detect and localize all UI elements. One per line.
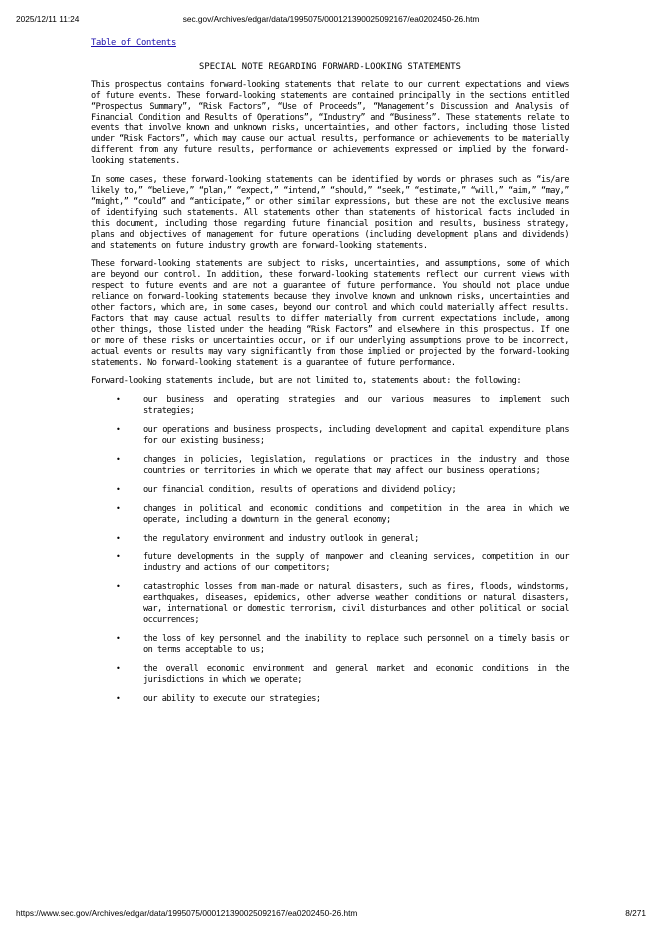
page-number: 8/271	[625, 908, 646, 918]
paragraph-intro: This prospectus contains forward-looking statements that relate to our current expectations and views of future events. These forward-looking statements are contained principally in the sections entitled “Prospectus Summary”, “Risk Factors”, “Use of Proceeds”, “Management’s Discussion and Analysis of Financial Condition and Results of Operations”, “Industry” and “Business”. These statements relate to events that involve known and unknown risks, uncertainties, and other factors, including those listed under “Risk Factors”, which may cause our actual results, performance or achievements to be materially different from any future results, performance or achievements expressed or implied by the forward-looking statements.	[91, 79, 569, 167]
bullet-icon: •	[116, 455, 121, 464]
bullet-icon: •	[116, 395, 121, 405]
list-item-text: changes in political and economic conditions and competition in the area in which we operate, including a downturn in the general economy;	[143, 503, 569, 525]
print-header	[16, 14, 646, 26]
list-item-text: our ability to execute our strategies;	[143, 693, 321, 704]
bullet-icon: •	[116, 503, 121, 513]
bullet-icon: •	[116, 425, 121, 435]
list-item	[91, 694, 569, 705]
table-of-contents-link[interactable]: Table of Contents	[91, 38, 176, 48]
list-item	[91, 455, 569, 477]
bullet-icon: •	[116, 663, 121, 673]
list-item-text: future developments in the supply of manpower and cleaning services, competition in our industry and actions of our competitors;	[143, 552, 569, 574]
list-item	[91, 425, 569, 447]
print-header-url: sec.gov/Archives/edgar/data/1995075/000121390025092167/ea0202450-26.htm	[182, 14, 480, 24]
print-footer-url: https://www.sec.gov/Archives/edgar/data/1995075/000121390025092167/ea0202450-26.htm	[16, 908, 358, 918]
list-item	[91, 582, 569, 626]
bullet-icon: •	[116, 582, 121, 592]
paragraph-risks: These forward-looking statements are subject to risks, uncertainties, and assumptions, some of which are beyond our control. In addition, these forward-looking statements reflect our current views with respect to future events and are not a guarantee of future performance. You should not place undue reliance on forward-looking statements because they involve known and unknown risks, uncertainties and other factors, which are, in some cases, beyond our control and which could materially affect results. Factors that may cause actual results to differ materially from current expectations include, among other things, those listed under the heading “Risk Factors” and elsewhere in this prospectus. If one or more of these risks or uncertainties occur, or if our underlying assumptions prove to be incorrect, actual events or results may vary significantly from those implied or projected by the forward-looking statements. No forward-looking statement is a guarantee of future performance.	[91, 259, 569, 368]
forward-looking-list	[91, 395, 569, 704]
print-datetime: 2025/12/11 11:24	[16, 14, 80, 24]
bullet-icon: •	[116, 633, 121, 643]
list-item	[91, 634, 569, 656]
list-item-text: our business and operating strategies and our various measures to implement such strategies;	[143, 395, 569, 417]
list-item-text: changes in policies, legislation, regulations or practices in the industry and those countries or territories in which we operate that may affect our business operations;	[143, 455, 569, 476]
list-item-text: the loss of key personnel and the inability to replace such personnel on a timely basis or on terms acceptable to us;	[143, 633, 569, 655]
bullet-icon: •	[116, 552, 121, 562]
paragraph-identification: In some cases, these forward-looking statements can be identified by words or phrases such as “is/are likely to,” “believe,” “plan,” “expect,” “intend,” “should,” “seek,” “estimate,” “will,” “aim,” “may,” “might,” “could” and “anticipate,” or other similar expressions, but these are not the exclusive means of identifying such statements. All statements other than statements of historical facts included in this document, including those regarding future financial position and results, business strategy, plans and objectives of management for future operations (including development plans and dividends) and statements on future industry growth are forward-looking statements.	[91, 175, 569, 251]
list-item	[91, 395, 569, 417]
list-item	[91, 552, 569, 574]
list-item-text: the overall economic environment and general market and economic conditions in the jurisdictions in which we operate;	[143, 663, 569, 685]
list-item	[91, 664, 569, 686]
list-item	[91, 485, 569, 496]
list-item-text: the regulatory environment and industry outlook in general;	[143, 533, 419, 544]
list-item-text: our operations and business prospects, including development and capital expenditure plans for our existing business;	[143, 425, 569, 447]
bullet-icon: •	[116, 693, 121, 703]
document-body	[91, 38, 569, 712]
bullet-icon: •	[116, 533, 121, 543]
list-item	[91, 534, 569, 545]
list-item	[91, 504, 569, 526]
print-footer	[16, 908, 646, 920]
list-item-text: catastrophic losses from man-made or natural disasters, such as fires, floods, windstorms, earthquakes, diseases, epidemics, other adverse weather conditions or natural disasters, war, international or domestic terrorism, civil disturbances and other political or social occurrences;	[143, 582, 569, 625]
bullet-icon: •	[116, 484, 121, 494]
paragraph-list-intro: Forward-looking statements include, but are not limited to, statements about: the following:	[91, 376, 521, 387]
list-item-text: our financial condition, results of operations and dividend policy;	[143, 484, 457, 495]
section-heading: SPECIAL NOTE REGARDING FORWARD-LOOKING STATEMENTS	[199, 61, 461, 72]
